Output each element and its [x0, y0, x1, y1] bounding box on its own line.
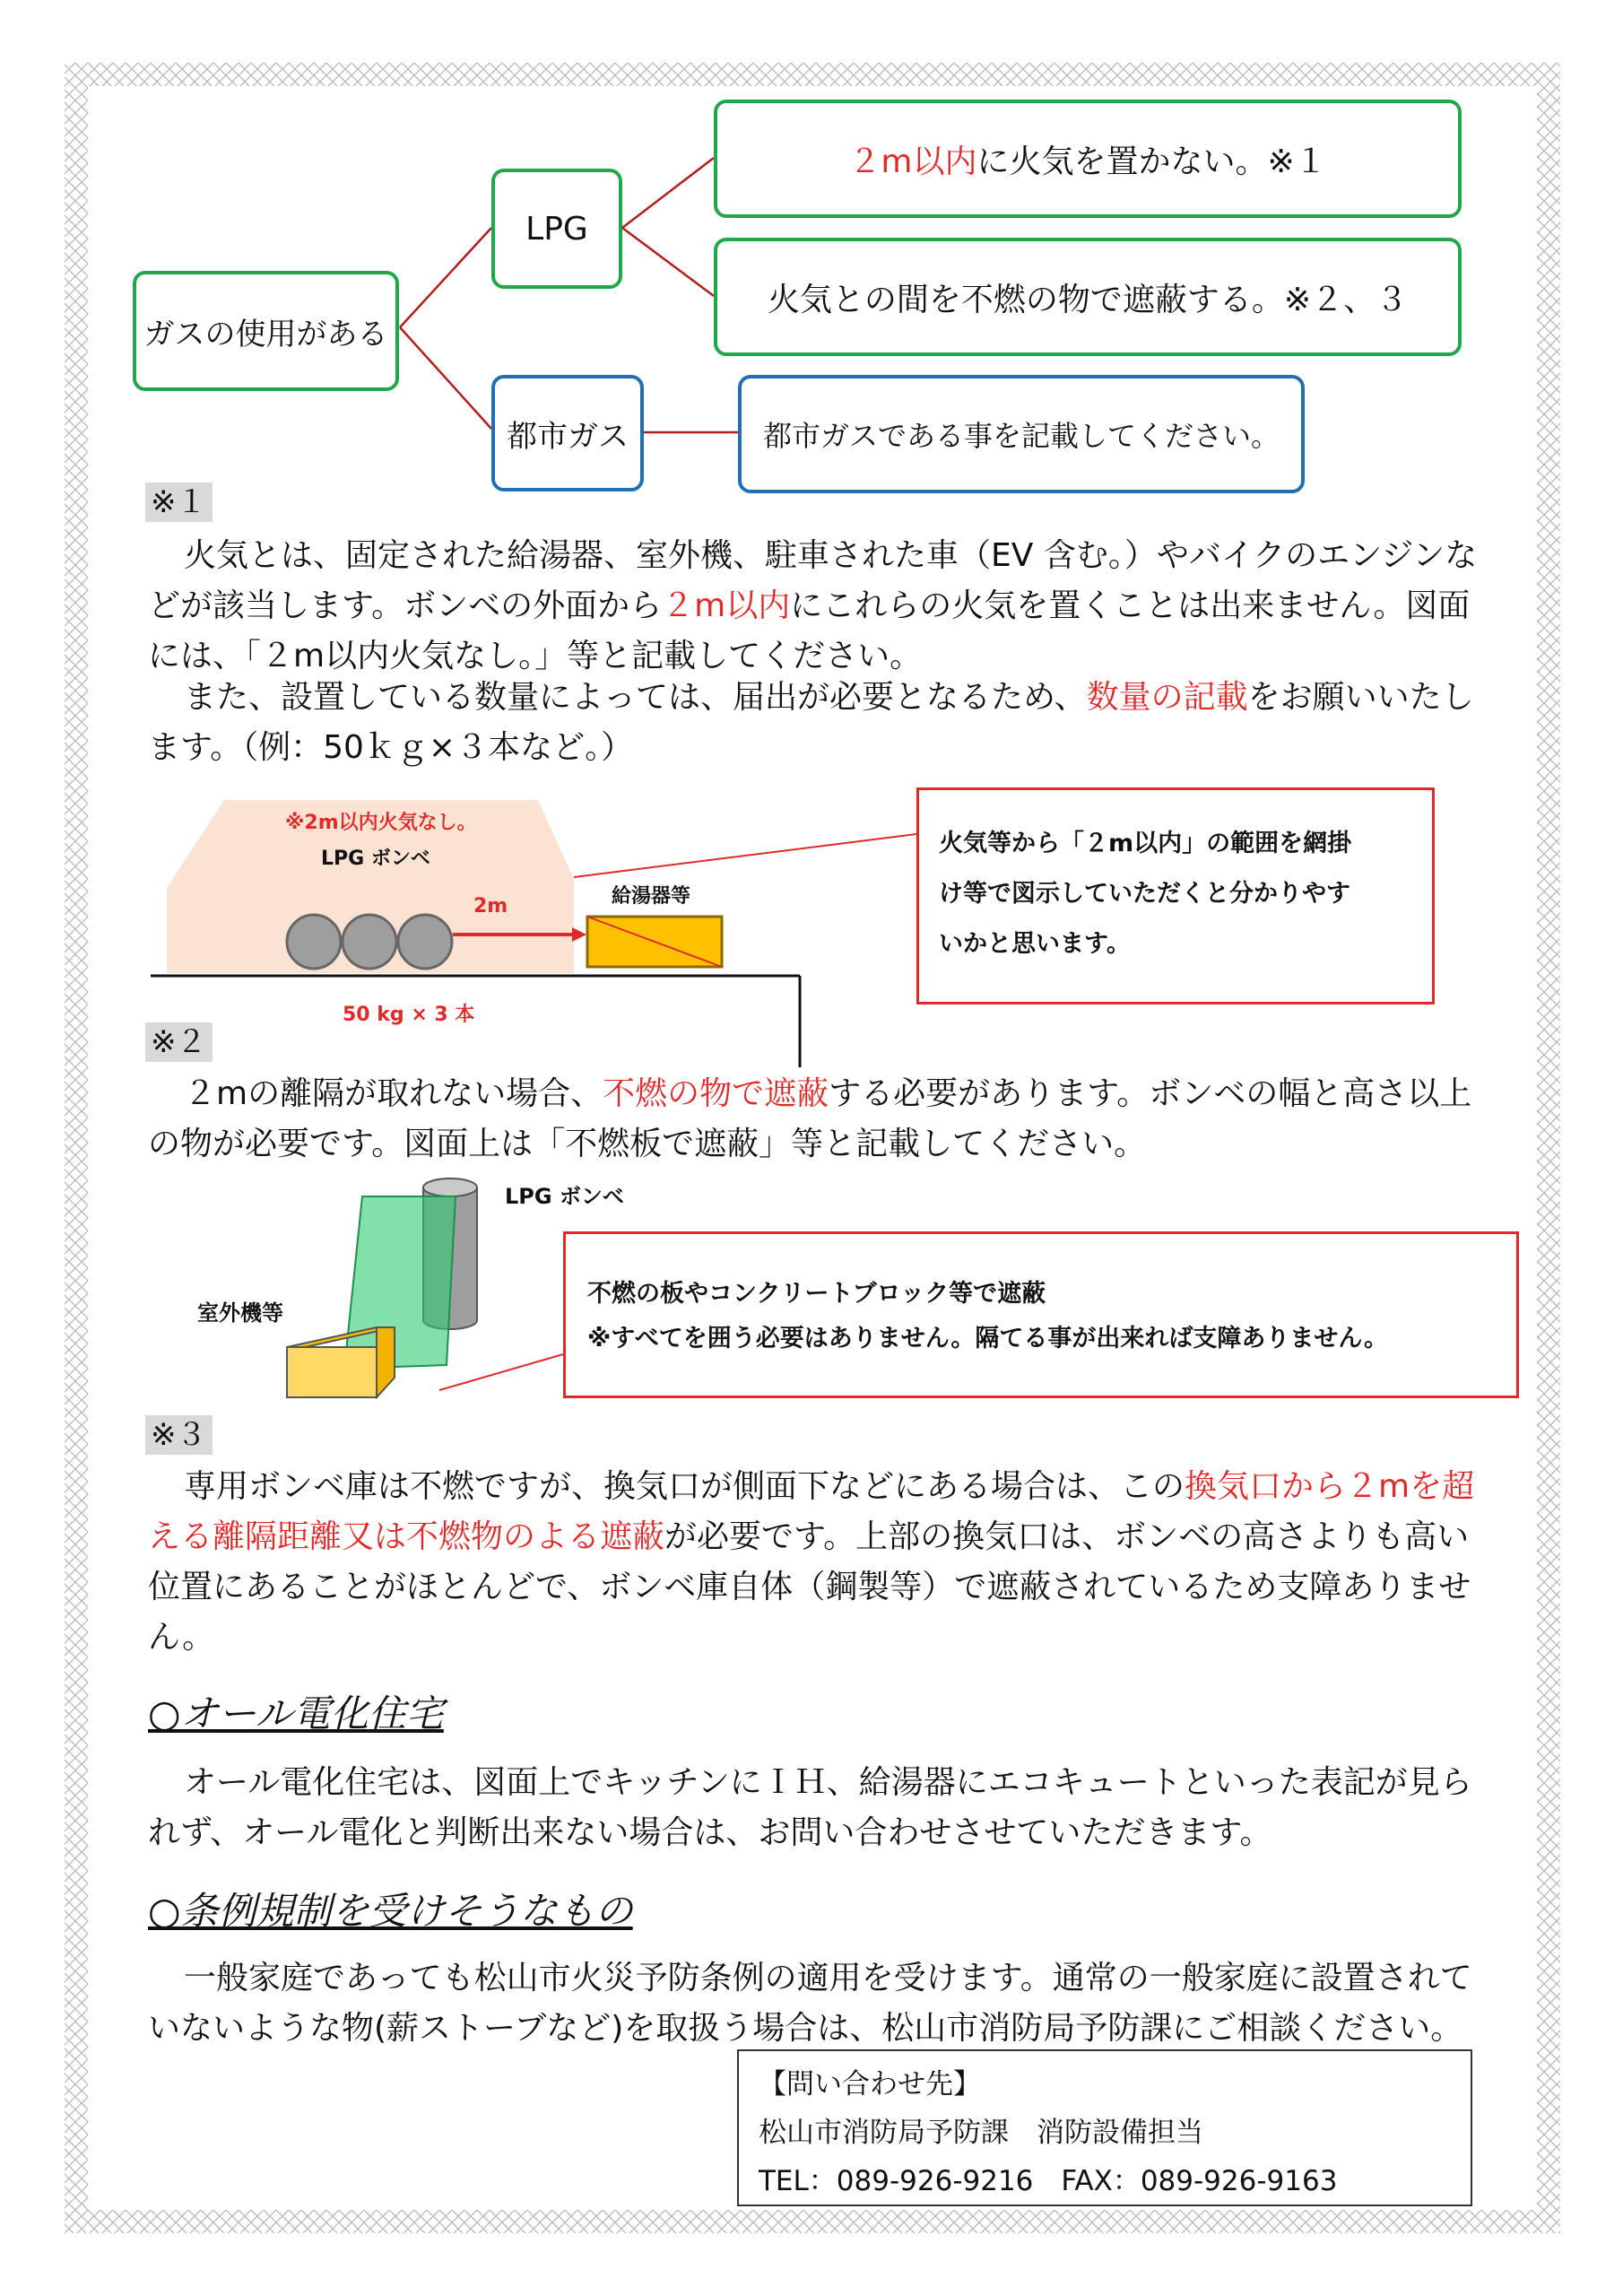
rule-shield-box: 火気との間を不燃の物で遮蔽する。※２、３: [714, 238, 1462, 356]
city-gas-note-box: 都市ガスである事を記載してください。: [738, 375, 1305, 493]
note2-paragraph: ２mの離隔が取れない場合、不燃の物で遮蔽する必要があります。ボンベの幅と高さ以上の物が必要です。図面上は「不燃板で遮蔽」等と記載してください。: [148, 1075, 1472, 1162]
ordinance-paragraph: 一般家庭であっても松山市火災予防条例の適用を受けます。通常の一般家庭に設置されていないような物(薪ストーブなど)を取扱う場合は、松山市消防局予防課にご相談ください。: [148, 1960, 1472, 2047]
zone-label: ※2m以内火気なし。: [285, 812, 477, 834]
figure1-callout: 火気等から「２m以内」の範囲を網掛 け等で図示していただくと分かりやす いかと思います。: [916, 787, 1435, 1004]
lpg-box: LPG: [491, 169, 622, 289]
note1-paragraph2: また、設置している数量によっては、届出が必要となるため、数量の記載をお願いいたします。（例：50ｋｇ×３本など。）: [148, 679, 1474, 766]
outdoor-unit-label: 室外機等: [197, 1300, 283, 1326]
all-electric-heading: ○オール電化住宅: [148, 1692, 444, 1735]
contact-title: 【問い合わせ先】: [759, 2068, 981, 2100]
note2-label: ※２: [145, 1022, 213, 1062]
cylinder-label: LPG ボンベ: [321, 848, 430, 870]
figure2-cylinder-label: LPG ボンベ: [505, 1184, 624, 1209]
ordinance-heading: ○条例規制を受けそうなもの: [148, 1889, 633, 1933]
city-gas-box: 都市ガス: [491, 375, 644, 491]
all-electric-paragraph: オール電化住宅は、図面上でキッチンにＩＨ、給湯器にエコキュートといった表記が見られず、オール電化と判断出来ない場合は、お問い合わせさせていただきます。: [148, 1764, 1472, 1851]
rule-2m-box: ２m以内に火気を置かない。※１: [714, 100, 1462, 218]
note3-paragraph: 専用ボンベ庫は不燃ですが、換気口が側面下などにある場合は、この換気口から２mを超える離隔距離又は不燃物のよる遮蔽が必要です。上部の換気口は、ボンベの高さよりも高い位置にあることがほとんどで、ボンベ庫自体（鋼製等）で遮蔽されているため支障ありません。: [148, 1468, 1475, 1656]
distance-label: 2m: [473, 895, 508, 918]
quantity-label: 50 kg × 3 本: [343, 1004, 475, 1026]
gas-use-box: ガスの使用がある: [133, 271, 399, 391]
note1-label: ※１: [145, 483, 213, 522]
note1-paragraph1: 火気とは、固定された給湯器、室外機、駐車された車（EV 含む。）やバイクのエンジンなどが該当します。ボンベの外面から２m以内にこれらの火気を置くことは出来ません。図面には、「２m以内火気なし。」等と記載してください。: [148, 537, 1478, 674]
contact-box: [737, 2049, 1472, 2206]
contact-department: 松山市消防局予防課 消防設備担当: [759, 2117, 1203, 2149]
note3-label: ※３: [145, 1415, 213, 1455]
figure2-callout: 不燃の板やコンクリートブロック等で遮蔽 ※すべてを囲う必要はありません。隔てる事が出来れば支障ありません。: [563, 1231, 1519, 1398]
heater-label: 給湯器等: [612, 885, 691, 908]
contact-phone: TEL：089-926-9216 FAX：089-926-9163: [759, 2165, 1338, 2197]
